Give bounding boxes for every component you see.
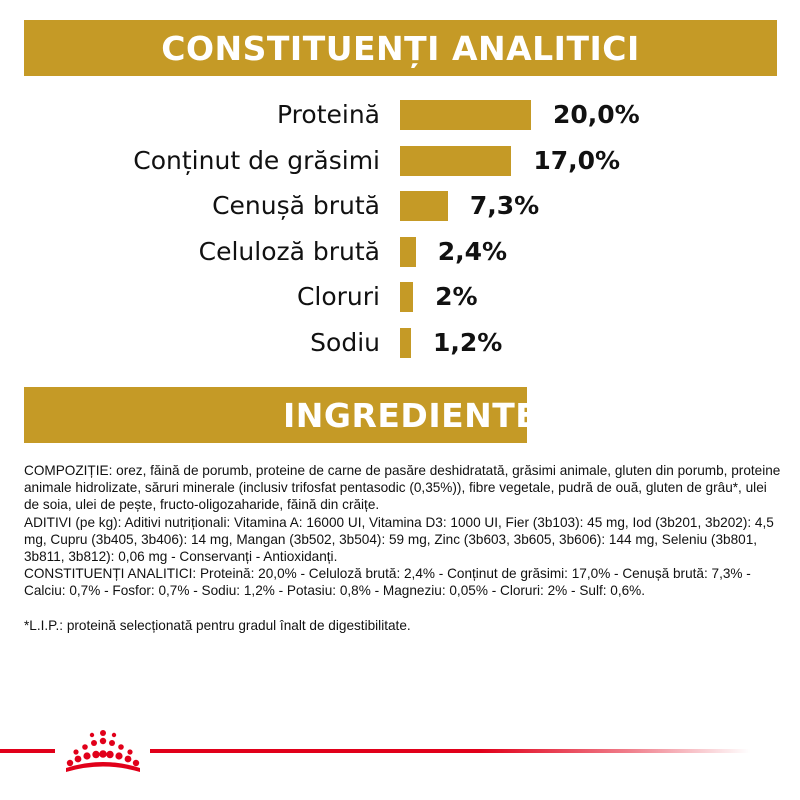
analytical-row-label: Celuloză brută: [198, 236, 380, 266]
analytical-row: [0, 279, 800, 315]
analytical-constituents-paragraph: CONSTITUENȚI ANALITICI: Proteină: 20,0% - Celuloză brută: 2,4% - Conținut de grăsimi: 17,0% - Cenușă brută: 7,3% - Calciu: 0,7% - Fosfor: 0,7% - Sodiu: 1,2% - Potasiu: 0,8% - Magneziu: 0,05% - Cloruri: 2% - Sulf: 0,6%.: [24, 566, 751, 599]
analytical-row-label: Cenușă brută: [212, 191, 380, 220]
crown-icon: [56, 728, 150, 774]
analytical-row-value: 1,2%: [433, 327, 503, 357]
footer-red-line-left: [0, 749, 55, 753]
analytical-row-bar: [400, 237, 416, 267]
analytical-row-value: 2%: [435, 282, 478, 311]
analytical-row-bar: [400, 100, 531, 130]
analytical-row-bar: [400, 191, 448, 221]
footer-red-line-right: [150, 749, 750, 753]
analytical-row: [0, 325, 800, 361]
analytical-row: [0, 234, 800, 270]
analytical-row-label: Sodiu: [310, 327, 380, 357]
footnote: *L.I.P.: proteină selecționată pentru gradul înalt de digestibilitate.: [24, 617, 411, 633]
analytical-row-value: 17,0%: [533, 145, 621, 175]
analytical-row: [0, 97, 800, 133]
analytical-row: [0, 143, 800, 179]
analytical-row: [0, 188, 800, 224]
analytical-row-value: 7,3%: [469, 191, 540, 220]
analytical-row-value: 20,0%: [553, 100, 640, 129]
analytical-row-bar: [400, 146, 511, 176]
analytical-row-label: Cloruri: [296, 282, 380, 311]
additives-paragraph: ADITIVI (pe kg): Aditivi nutriționali: Vitamina A: 16000 UI, Vitamina D3: 1000 UI, Fier (3b103): 45 mg, Iod (3b201, 3b202): 4,5 mg, Cupru (3b405, 3b406): 14 mg, Mangan (3b502, 3b504): 59 mg, Zinc (3b603, 3b605, 3b606): 144 mg, Seleniu (3b801, 3b811, 3b812): 0,06 mg - Conservanți - Antioxidanți.: [24, 514, 774, 565]
ingredients-text: [24, 462, 784, 634]
analytical-constituents-banner: [24, 20, 777, 76]
analytical-row-bar: [400, 328, 411, 358]
ingredients-title: INGREDIENTE: [283, 395, 539, 435]
analytical-row-bar: [400, 282, 413, 312]
analytical-row-value: 2,4%: [437, 236, 508, 266]
analytical-row-label: Conținut de grăsimi: [133, 145, 380, 175]
composition-paragraph: COMPOZIȚIE: orez, făină de porumb, proteine de carne de pasăre deshidratată, grăsimi animale, gluten din porumb, proteine animale hidrolizate, săruri minerale (inclusiv trifosfat pentasodic (0,35%)), fibre vegetale, pudră de ouă, gluten de grâu*, ulei de soia, ulei de pește, fructo-oligozaharide, făină din crăițe.: [24, 463, 781, 513]
ingredients-banner: [24, 387, 539, 443]
analytical-row-label: Proteină: [277, 100, 380, 129]
analytical-constituents-title: CONSTITUENȚI ANALITICI: [161, 28, 640, 68]
